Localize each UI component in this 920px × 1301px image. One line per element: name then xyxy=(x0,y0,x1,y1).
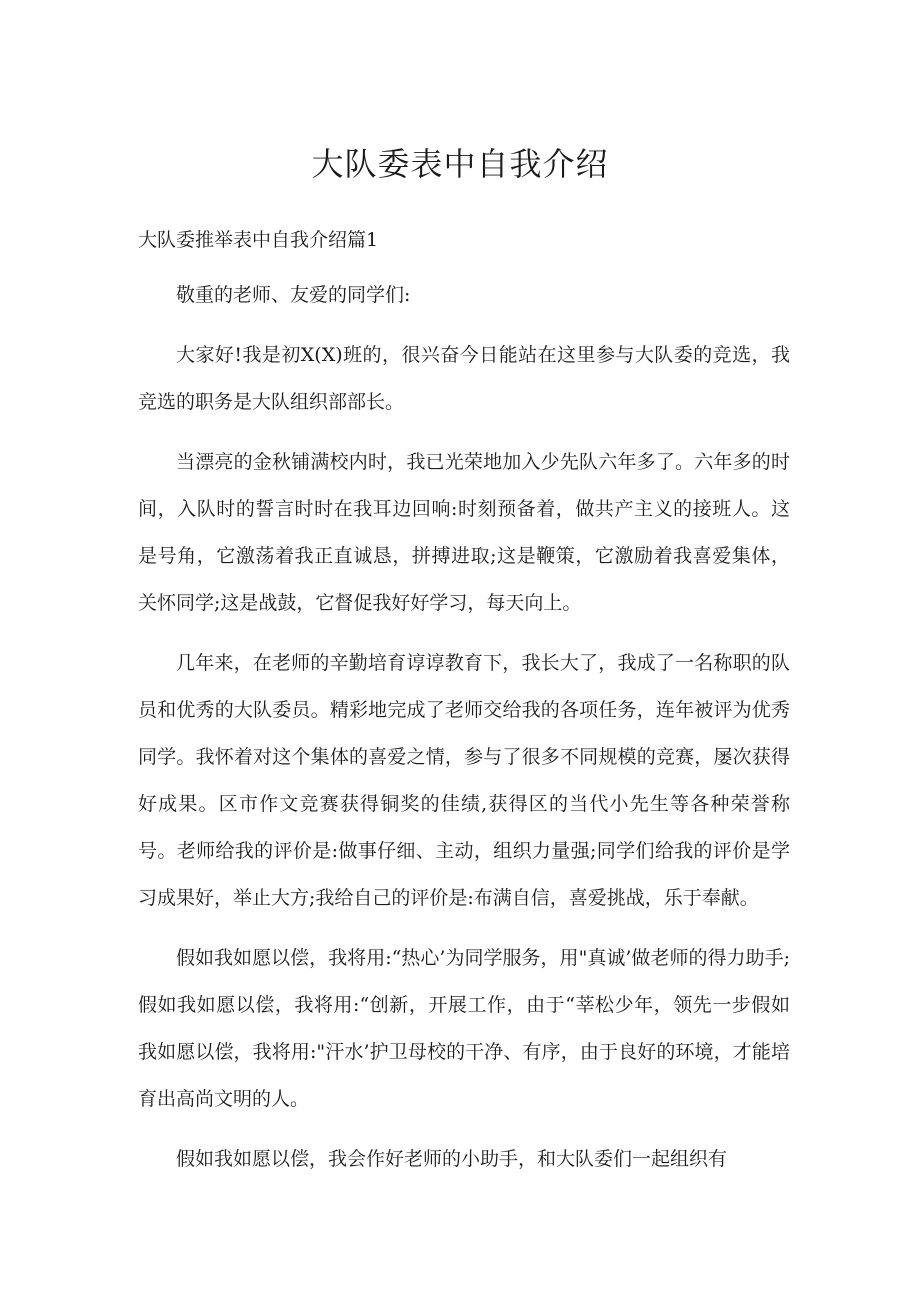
paragraph-achievements: 几年来，在老师的辛勤培育谆谆教育下，我长大了，我成了一名称职的队员和优秀的大队委员。精彩地完成了老师交给我的各项任务，连年被评为优秀同学。我怀着对这个集体的喜爱之情，参与了很多不同规模的竞赛，屡次获得好成果。区市作文竞赛获得铜奖的佳绩,获得区的当代小先生等各种荣誉称号。老师给我的评价是:做事仔细、主动，组织力量强;同学们给我的评价是学习成果好，举止大方;我给自己的评价是:布满自信，喜爱挑战，乐于奉献。 xyxy=(138,652,790,909)
paragraph-promises: 假如我如愿以偿，我将用:“热心’为同学服务，用"真诚’做老师的得力助手;假如我如愿以偿，我将用:“创新，开展工作，由于“莘松少年，领先一步假如我如愿以偿，我将用:"汗水’护卫母校的干净、有序，由于良好的环境，才能培育出高尚文明的人。 xyxy=(138,947,790,1110)
document-body xyxy=(138,272,790,1196)
paragraph-pioneer: 当漂亮的金秋铺满校内时，我已光荣地加入少先队六年多了。六年多的时间，入队时的誓言时时在我耳边回响:时刻预备着，做共产主义的接班人。这是号角，它激荡着我正直诚恳，拼搏进取;这是鞭策，它激励着我喜爱集体，关怀同学;这是战鼓，它督促我好好学习，每天向上。 xyxy=(138,451,790,614)
paragraph-greeting: 敬重的老师、友爱的同学们: xyxy=(176,284,411,306)
paragraph-closing: 假如我如愿以偿，我会作好老师的小助手，和大队委们一起组织有 xyxy=(176,1148,728,1170)
paragraph-intro: 大家好!我是初X(X)班的，很兴奋今日能站在这里参与大队委的竞选，我竞选的职务是大队组织部部长。 xyxy=(138,344,790,413)
section-heading: 大队委推举表中自我介绍篇1 xyxy=(138,229,379,251)
document-title: 大队委表中自我介绍 xyxy=(311,145,609,183)
